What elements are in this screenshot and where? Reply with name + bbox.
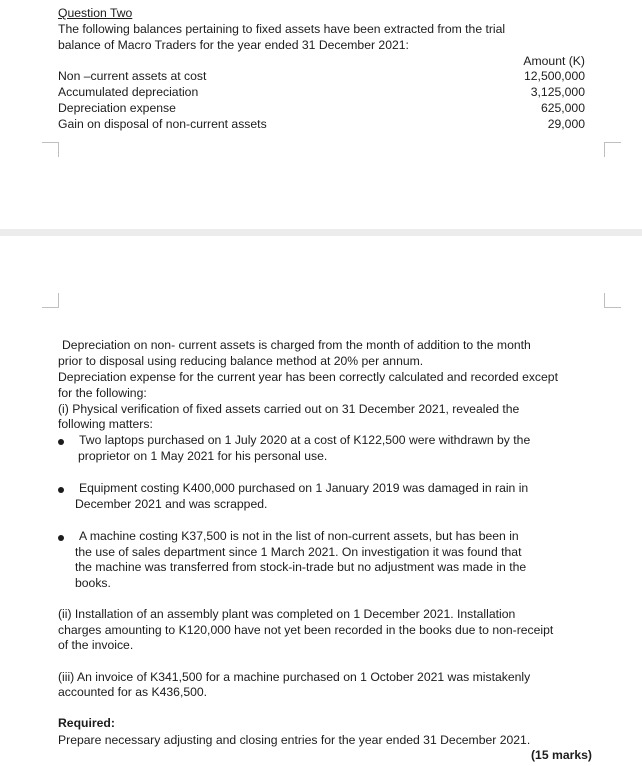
balance-label-cost: Non –current assets at cost	[58, 69, 207, 83]
page-1	[0, 0, 642, 229]
intro-line-2: balance of Macro Traders for the year ended 31 December 2021:	[58, 38, 409, 52]
required-text: Prepare necessary adjusting and closing entries for the year ended 31 December 2021.	[58, 733, 531, 747]
bullet-2-line-2: December 2021 and was scrapped.	[75, 497, 268, 511]
item-ii-line-1: (ii) Installation of an assembly plant was completed on 1 December 2021. Installation	[58, 607, 516, 621]
bullet-dot-icon	[58, 487, 64, 493]
marks-label: (15 marks)	[531, 748, 592, 762]
balance-label-depreciation-expense: Depreciation expense	[58, 101, 176, 115]
bullet-1-line-2: proprietor on 1 May 2021 for his personal use.	[78, 449, 328, 463]
item-i-line-1: (i) Physical verification of fixed assets carried out on 31 December 2021, revealed the	[58, 402, 520, 416]
bullet-3-line-1: A machine costing K37,500 is not in the list of non-current assets, but has been in	[79, 529, 519, 543]
crop-mark-bottom-right	[604, 293, 621, 308]
paragraph-1-line-2: prior to disposal using reducing balance method at 20% per annum.	[58, 354, 424, 368]
required-heading: Required:	[58, 716, 115, 730]
bullet-dot-icon	[58, 439, 64, 445]
bullet-2-line-1: Equipment costing K400,000 purchased on 1 January 2019 was damaged in rain in	[79, 481, 529, 495]
paragraph-1-line-1: Depreciation on non- current assets is charged from the month of addition to the month	[62, 338, 531, 352]
intro-line-1: The following balances pertaining to fixed assets have been extracted from the trial	[58, 22, 506, 36]
amount-column-header: Amount (K)	[523, 54, 585, 68]
bullet-1-line-1: Two laptops purchased on 1 July 2020 at a cost of K122,500 were withdrawn by the	[79, 433, 531, 447]
balance-label-gain-on-disposal: Gain on disposal of non-current assets	[58, 117, 267, 131]
bullet-3-line-2: the use of sales department since 1 March 2021. On investigation it was found that	[75, 545, 522, 559]
item-i-line-2: following matters:	[58, 417, 153, 431]
balance-amount-accumulated-depreciation: 3,125,000	[530, 85, 585, 99]
item-iii-line-1: (iii) An invoice of K341,500 for a machine purchased on 1 October 2021 was mistakenly	[58, 670, 531, 684]
crop-mark-bottom-left	[42, 293, 59, 308]
balance-label-accumulated-depreciation: Accumulated depreciation	[58, 85, 199, 99]
item-iii-line-2: accounted for as K436,500.	[58, 685, 208, 699]
bullet-dot-icon	[58, 535, 64, 541]
paragraph-1-line-3: Depreciation expense for the current year has been correctly calculated and recorded except	[58, 370, 558, 384]
balance-amount-gain-on-disposal: 29,000	[547, 117, 585, 131]
crop-mark-top-right	[604, 142, 621, 157]
bullet-3-line-4: books.	[75, 576, 111, 590]
balance-amount-cost: 12,500,000	[524, 69, 585, 83]
balance-amount-depreciation-expense: 625,000	[540, 101, 585, 115]
question-title: Question Two	[58, 6, 133, 20]
crop-mark-top-left	[42, 142, 59, 157]
item-ii-line-3: of the invoice.	[58, 638, 134, 652]
page-separator	[0, 229, 642, 236]
paragraph-1-line-4: for the following:	[58, 386, 147, 400]
bullet-3-line-3: the machine was transferred from stock-in-trade but no adjustment was made in the	[75, 560, 527, 574]
item-ii-line-2: charges amounting to K120,000 have not yet been recorded in the books due to non-receipt	[58, 623, 554, 637]
